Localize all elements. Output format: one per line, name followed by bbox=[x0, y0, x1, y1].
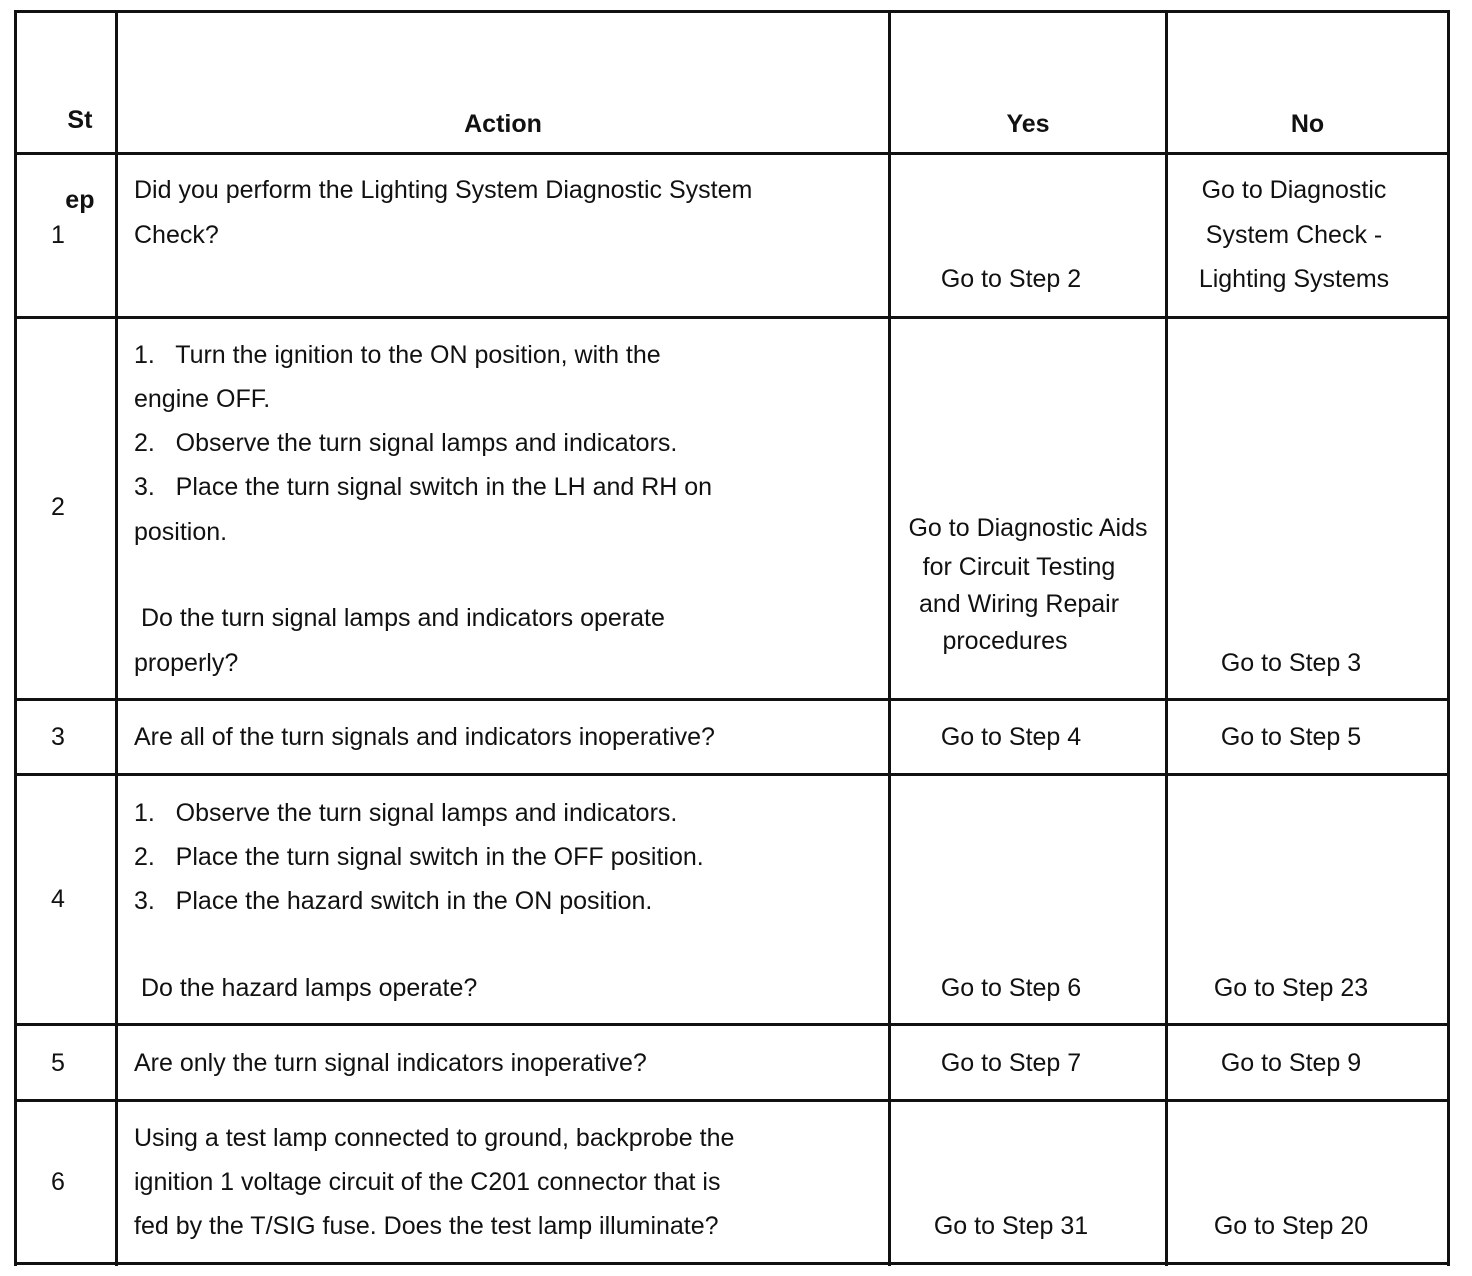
grid-line bbox=[14, 1023, 1450, 1026]
action-line: fed by the T/SIG fuse. Does the test lamp illuminate? bbox=[134, 1212, 719, 1240]
action-question: properly? bbox=[134, 649, 239, 677]
no-result: Go to Step 3 bbox=[1220, 649, 1362, 677]
yes-result: Go to Step 31 bbox=[933, 1212, 1089, 1240]
no-line: System Check - bbox=[1205, 221, 1383, 249]
action-question: Do the turn signal lamps and indicators operate bbox=[134, 604, 665, 632]
grid-line bbox=[14, 698, 1450, 701]
grid-line bbox=[14, 152, 1450, 155]
grid-line bbox=[14, 1262, 1450, 1265]
no-result: Go to Step 20 bbox=[1213, 1212, 1369, 1240]
step-number: 4 bbox=[51, 885, 65, 913]
no-result: Go to Step 9 bbox=[1220, 1049, 1362, 1077]
yes-result: Go to Step 2 bbox=[940, 265, 1082, 293]
action-text: Are all of the turn signals and indicators inoperative? bbox=[134, 723, 715, 751]
grid-line bbox=[14, 773, 1450, 776]
grid-line bbox=[1447, 10, 1450, 1266]
action-question: Do the hazard lamps operate? bbox=[134, 974, 478, 1002]
grid-line bbox=[14, 10, 1450, 13]
header-step-line2: ep bbox=[65, 186, 95, 214]
no-result: Go to Step 23 bbox=[1213, 974, 1369, 1002]
action-line: engine OFF. bbox=[134, 385, 271, 413]
action-line: position. bbox=[134, 518, 228, 546]
action-line: ignition 1 voltage circuit of the C201 connector that is bbox=[134, 1168, 721, 1196]
action-line: 1. Observe the turn signal lamps and indicators. bbox=[134, 799, 678, 827]
action-line: Check? bbox=[134, 221, 219, 249]
yes-result: Go to Step 4 bbox=[940, 723, 1082, 751]
no-line: Lighting Systems bbox=[1198, 265, 1390, 293]
header-action: Action bbox=[464, 110, 542, 138]
action-line: 3. Place the turn signal switch in the LH and RH on bbox=[134, 473, 713, 501]
action-line: 1. Turn the ignition to the ON position, with the bbox=[134, 341, 661, 369]
action-line: 3. Place the hazard switch in the ON position. bbox=[134, 887, 653, 915]
yes-line: for Circuit Testing bbox=[922, 553, 1116, 581]
header-no: No bbox=[1290, 110, 1325, 138]
no-line: Go to Diagnostic bbox=[1201, 176, 1387, 204]
yes-line: procedures bbox=[942, 627, 1068, 655]
yes-line: and Wiring Repair bbox=[918, 590, 1120, 618]
no-result: Go to Step 5 bbox=[1220, 723, 1362, 751]
action-text: Are only the turn signal indicators inoperative? bbox=[134, 1049, 647, 1077]
action-line: Using a test lamp connected to ground, backprobe the bbox=[134, 1124, 735, 1152]
action-line: Did you perform the Lighting System Diagnostic System bbox=[134, 176, 753, 204]
header-step-line1: St bbox=[67, 106, 93, 134]
step-number: 6 bbox=[51, 1168, 65, 1196]
step-number: 3 bbox=[51, 723, 65, 751]
action-line: 2. Observe the turn signal lamps and indicators. bbox=[134, 429, 678, 457]
grid-line bbox=[14, 1099, 1450, 1102]
step-number: 2 bbox=[51, 493, 65, 521]
grid-line bbox=[115, 10, 118, 1266]
yes-line: Go to Diagnostic Aids bbox=[908, 514, 1148, 542]
step-number: 5 bbox=[51, 1049, 65, 1077]
header-yes: Yes bbox=[1006, 110, 1050, 138]
yes-result: Go to Step 7 bbox=[940, 1049, 1082, 1077]
yes-result: Go to Step 6 bbox=[940, 974, 1082, 1002]
action-line: 2. Place the turn signal switch in the OFF position. bbox=[134, 843, 704, 871]
step-number: 1 bbox=[51, 221, 65, 249]
grid-line bbox=[14, 316, 1450, 319]
